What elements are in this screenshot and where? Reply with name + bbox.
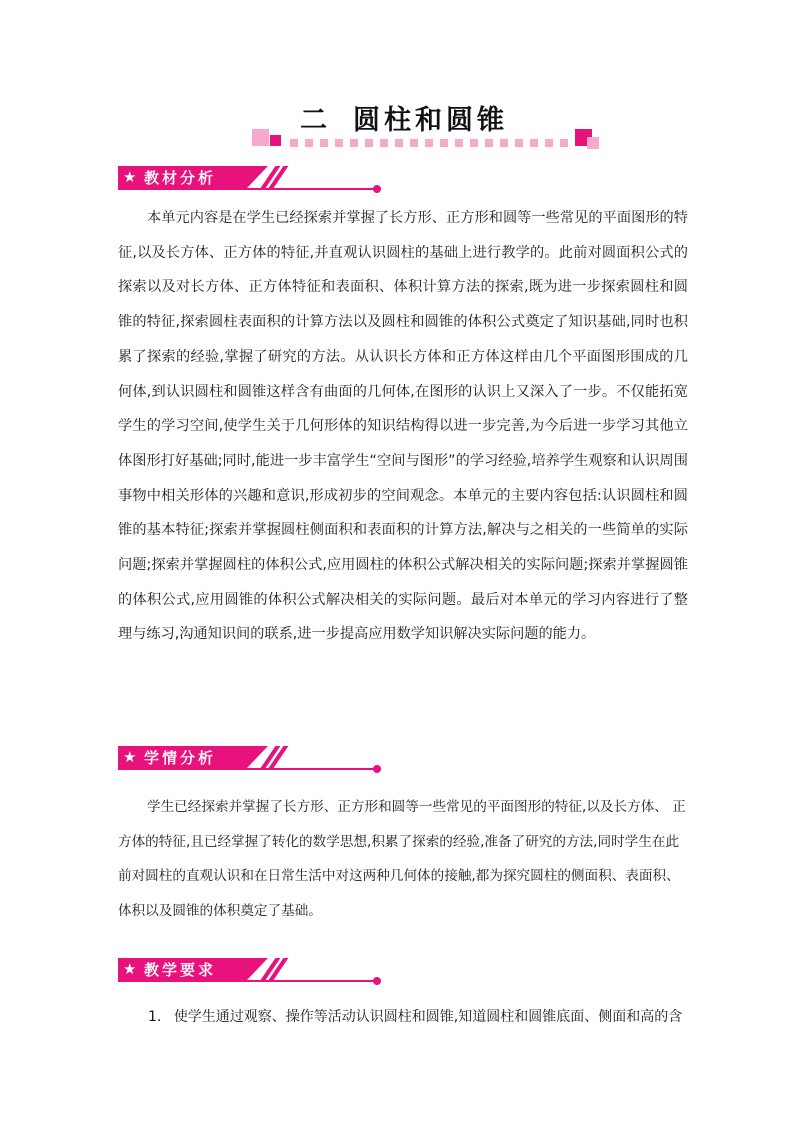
decoration-square [455, 139, 463, 147]
student-analysis-text: 学生已经探索并掌握了长方形、正方形和圆等一些常见的平面图形的特征,以及长方体、 正方体的特征,且已经掌握了转化的数学思想,积累了探索的经验,准备了研究的方法,同时学生在此前对圆柱的直观认识和在日常生活中对这两种几何体的接触,都为探究圆柱的侧面积、表面积、体积以及圆锥的体积奠定了基础。 [118, 799, 686, 919]
star-icon: ★ [123, 960, 137, 978]
decoration-square [545, 139, 553, 147]
textbook-analysis-text: 本单元内容是在学生已经探索并掌握了长方形、正方形和圆等一些常见的平面图形的特征,以及长方体、正方体的特征,并直观认识圆柱的基础上进行教学的。此前对圆面积公式的探索以及对长方体、正方体特征和表面积、体积计算方法的探索,既为进一步探索圆柱和圆锥的特征,探索圆柱表面积的计算方法以及圆柱和圆锥的体积公式奠定了知识基础,同时也积累了探索的经验,掌握了研究的方法。从认识长方体和正方体这样由几个平面图形围成的几何体,到认识圆柱和圆锥这样含有曲面的几何体,在图形的认识上又深入了一步。不仅能拓宽学生的学习空间,使学生关于几何形体的知识结构得以进一步完善,为今后进一步学习其他立体图形打好基础;同时,能进一步丰富学生“空间与图形”的学习经验,培养学生观察和认识周围事物中相关形体的兴趣和意识,形成初步的空间观念。本单元的主要内容包括:认识圆柱和圆锥的基本特征;探索并掌握圆柱侧面积和表面积的计算方法,解决与之相关的一些简单的实际问题;探索并掌握圆柱的体积公式,应用圆柱的体积公式解决相关的实际问题;探索并掌握圆锥的体积公式,应用圆锥的体积公式解决相关的实际问题。最后对本单元的学习内容进行了整理与练习,沟通知识间的联系,进一步提高应用数学知识解决实际问题的能力。 [118, 210, 688, 643]
chapter-number: 二 [300, 105, 331, 136]
section-header-student-analysis [118, 746, 384, 770]
decoration-big-square-left [270, 135, 281, 146]
decoration-square [500, 139, 508, 147]
section-header-textbook-analysis [118, 166, 384, 190]
decoration-square [485, 139, 493, 147]
star-icon: ★ [123, 168, 137, 186]
section-dot [373, 185, 381, 193]
section-dot [373, 977, 381, 985]
decoration-square [335, 139, 343, 147]
section-rule [118, 980, 376, 982]
decoration-square [380, 139, 388, 147]
section-dot [373, 765, 381, 773]
decoration-big-square-left [252, 129, 269, 146]
decoration-big-square-right [587, 137, 599, 149]
decoration-square [395, 139, 403, 147]
decoration-square [350, 139, 358, 147]
decoration-square [515, 139, 523, 147]
section-rule [118, 768, 376, 770]
requirement-number: 1. [148, 1009, 162, 1025]
requirement-item [148, 1006, 688, 1026]
section-label: 教学要求 [144, 961, 217, 979]
decoration-square [410, 139, 418, 147]
requirement-text: 使学生通过观察、操作等活动认识圆柱和圆锥,知道圆柱和圆锥底面、侧面和高的含 [173, 1009, 683, 1025]
section-rule [118, 188, 376, 190]
section-label: 教材分析 [144, 169, 217, 187]
decoration-square [530, 139, 538, 147]
decoration-square [290, 139, 298, 147]
decoration-square [320, 139, 328, 147]
section-header-teaching-requirements [118, 958, 384, 982]
decoration-square [305, 139, 313, 147]
star-icon: ★ [123, 748, 137, 766]
chapter-name: 圆柱和圆锥 [353, 105, 508, 136]
decoration-square [425, 139, 433, 147]
decoration-square [440, 139, 448, 147]
section-label: 学情分析 [144, 749, 217, 767]
decoration-square [560, 139, 568, 147]
decoration-square [470, 139, 478, 147]
decoration-square [365, 139, 373, 147]
title-decoration [250, 127, 605, 152]
decoration-squares [252, 129, 599, 149]
